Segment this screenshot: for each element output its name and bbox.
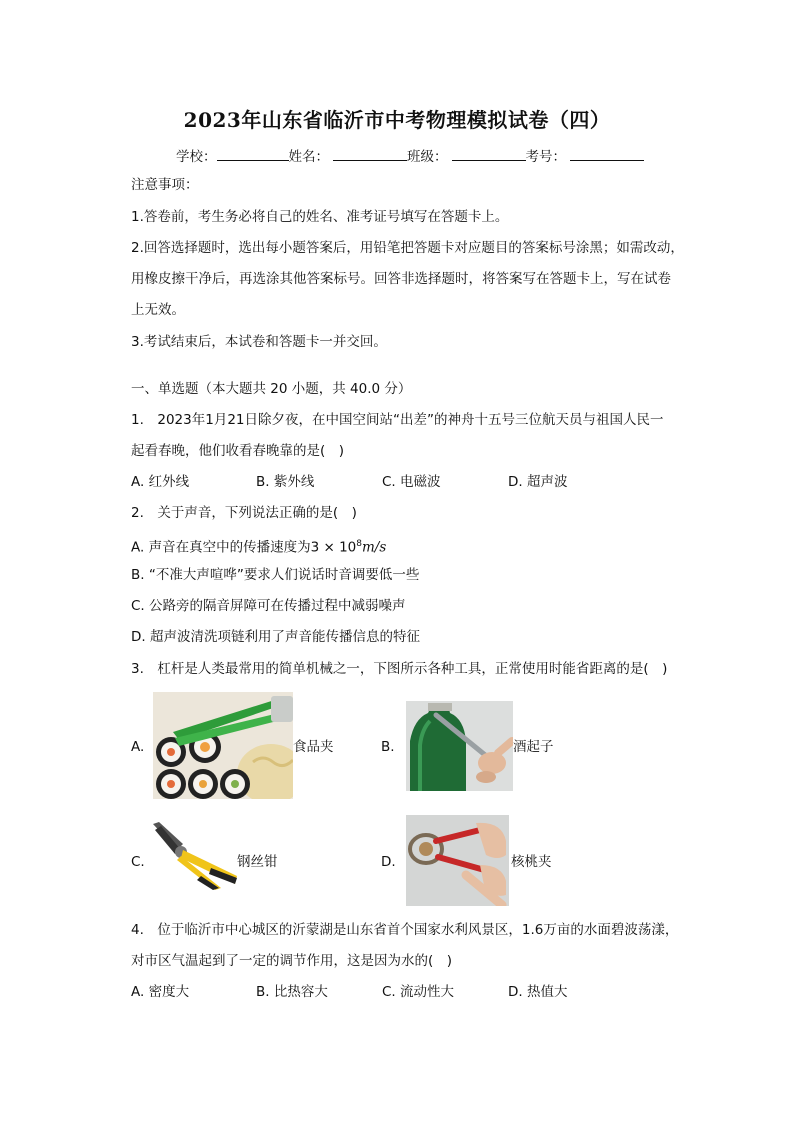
q2-option-c: C. 公路旁的隔音屏障可在传播过程中减弱噪声 xyxy=(131,598,406,614)
q3-option-a-letter: A. xyxy=(131,739,145,755)
notice-line-2b: 用橡皮擦干净后，再选涂其他答案标号。回答非选择题时，将答案写在答题卡上，写在试卷 xyxy=(131,271,671,287)
school-blank xyxy=(217,147,289,161)
q3-option-c-text: 钢丝钳 xyxy=(237,854,278,870)
q3-option-d-text: 核桃夹 xyxy=(511,854,552,870)
notice-line-2c: 上无效。 xyxy=(131,302,185,318)
exam-no-label: 考号： xyxy=(525,149,566,165)
notice-line-2a: 2.回答选择题时，选出每小题答案后，用铅笔把答题卡对应题目的答案标号涂黑；如需改动， xyxy=(131,240,684,256)
q2-option-a-text: A. 声音在真空中的传播速度为3 × 10 xyxy=(131,539,357,556)
q3-option-b-letter: B. xyxy=(381,739,395,755)
bottle-opener-image xyxy=(406,701,513,791)
q4-option-c: C. 流动性大 xyxy=(382,984,455,1000)
q1-option-b: B. 紫外线 xyxy=(256,474,315,490)
q1-option-a: A. 红外线 xyxy=(131,474,190,490)
section-heading: 一、单选题（本大题共 20 小题，共 40.0 分） xyxy=(131,381,412,397)
q2-option-b: B. “不准大声喧哗”要求人们说话时音调要低一些 xyxy=(131,567,420,583)
q1-option-d: D. 超声波 xyxy=(508,474,568,490)
q3-option-d-letter: D. xyxy=(381,854,396,870)
q2-option-d: D. 超声波清洗项链利用了声音能传播信息的特征 xyxy=(131,629,420,645)
q2-option-a-exponent: 8 xyxy=(356,539,362,549)
class-blank xyxy=(452,147,526,161)
nutcracker-image xyxy=(406,815,509,906)
q3-option-a-text: 食品夹 xyxy=(293,739,334,755)
q3-stem: 3. 杠杆是人类最常用的简单机械之一，下图所示各种工具，正常使用时能省距离的是( ) xyxy=(131,661,668,677)
name-label: 姓名： xyxy=(288,149,329,165)
q4-stem-line-2: 对市区气温起到了一定的调节作用，这是因为水的( ) xyxy=(131,953,453,969)
school-label: 学校： xyxy=(176,149,217,165)
pliers-image xyxy=(151,820,239,890)
class-label: 班级： xyxy=(407,149,448,165)
q2-option-a-unit: m/s xyxy=(361,539,387,556)
name-blank xyxy=(333,147,407,161)
food-tongs-icon xyxy=(153,692,293,799)
q3-option-b-text: 酒起子 xyxy=(513,739,554,755)
q4-option-d: D. 热值大 xyxy=(508,984,568,1000)
pliers-icon xyxy=(151,820,239,890)
q2-stem: 2. 关于声音，下列说法正确的是( ) xyxy=(131,505,357,521)
q3-option-c-letter: C. xyxy=(131,854,145,870)
student-info-line xyxy=(176,145,644,165)
q4-stem-line-1: 4. 位于临沂市中心城区的沂蒙湖是山东省首个国家水利风景区，1.6万亩的水面碧波荡漾， xyxy=(131,922,679,938)
q2-option-a xyxy=(131,535,386,557)
bottle-opener-icon xyxy=(406,701,513,791)
page-title: 2023年山东省临沂市中考物理模拟试卷（四） xyxy=(183,108,611,132)
q1-stem-line-2: 起看春晚，他们收看春晚靠的是( ) xyxy=(131,443,345,459)
q1-stem-line-1: 1. 2023年1月21日除夕夜，在中国空间站“出差”的神舟十五号三位航天员与祖国人民一 xyxy=(131,412,664,428)
nutcracker-icon xyxy=(406,815,509,906)
notice-line-1: 1.答卷前，考生务必将自己的姓名、准考证号填写在答题卡上。 xyxy=(131,209,509,225)
notice-line-3: 3.考试结束后，本试卷和答题卡一并交回。 xyxy=(131,334,387,350)
exam-no-blank xyxy=(570,147,644,161)
q1-option-c: C. 电磁波 xyxy=(382,474,441,490)
notice-heading: 注意事项： xyxy=(131,177,199,193)
food-tongs-image xyxy=(153,692,293,799)
q4-option-a: A. 密度大 xyxy=(131,984,190,1000)
q4-option-b: B. 比热容大 xyxy=(256,984,328,1000)
